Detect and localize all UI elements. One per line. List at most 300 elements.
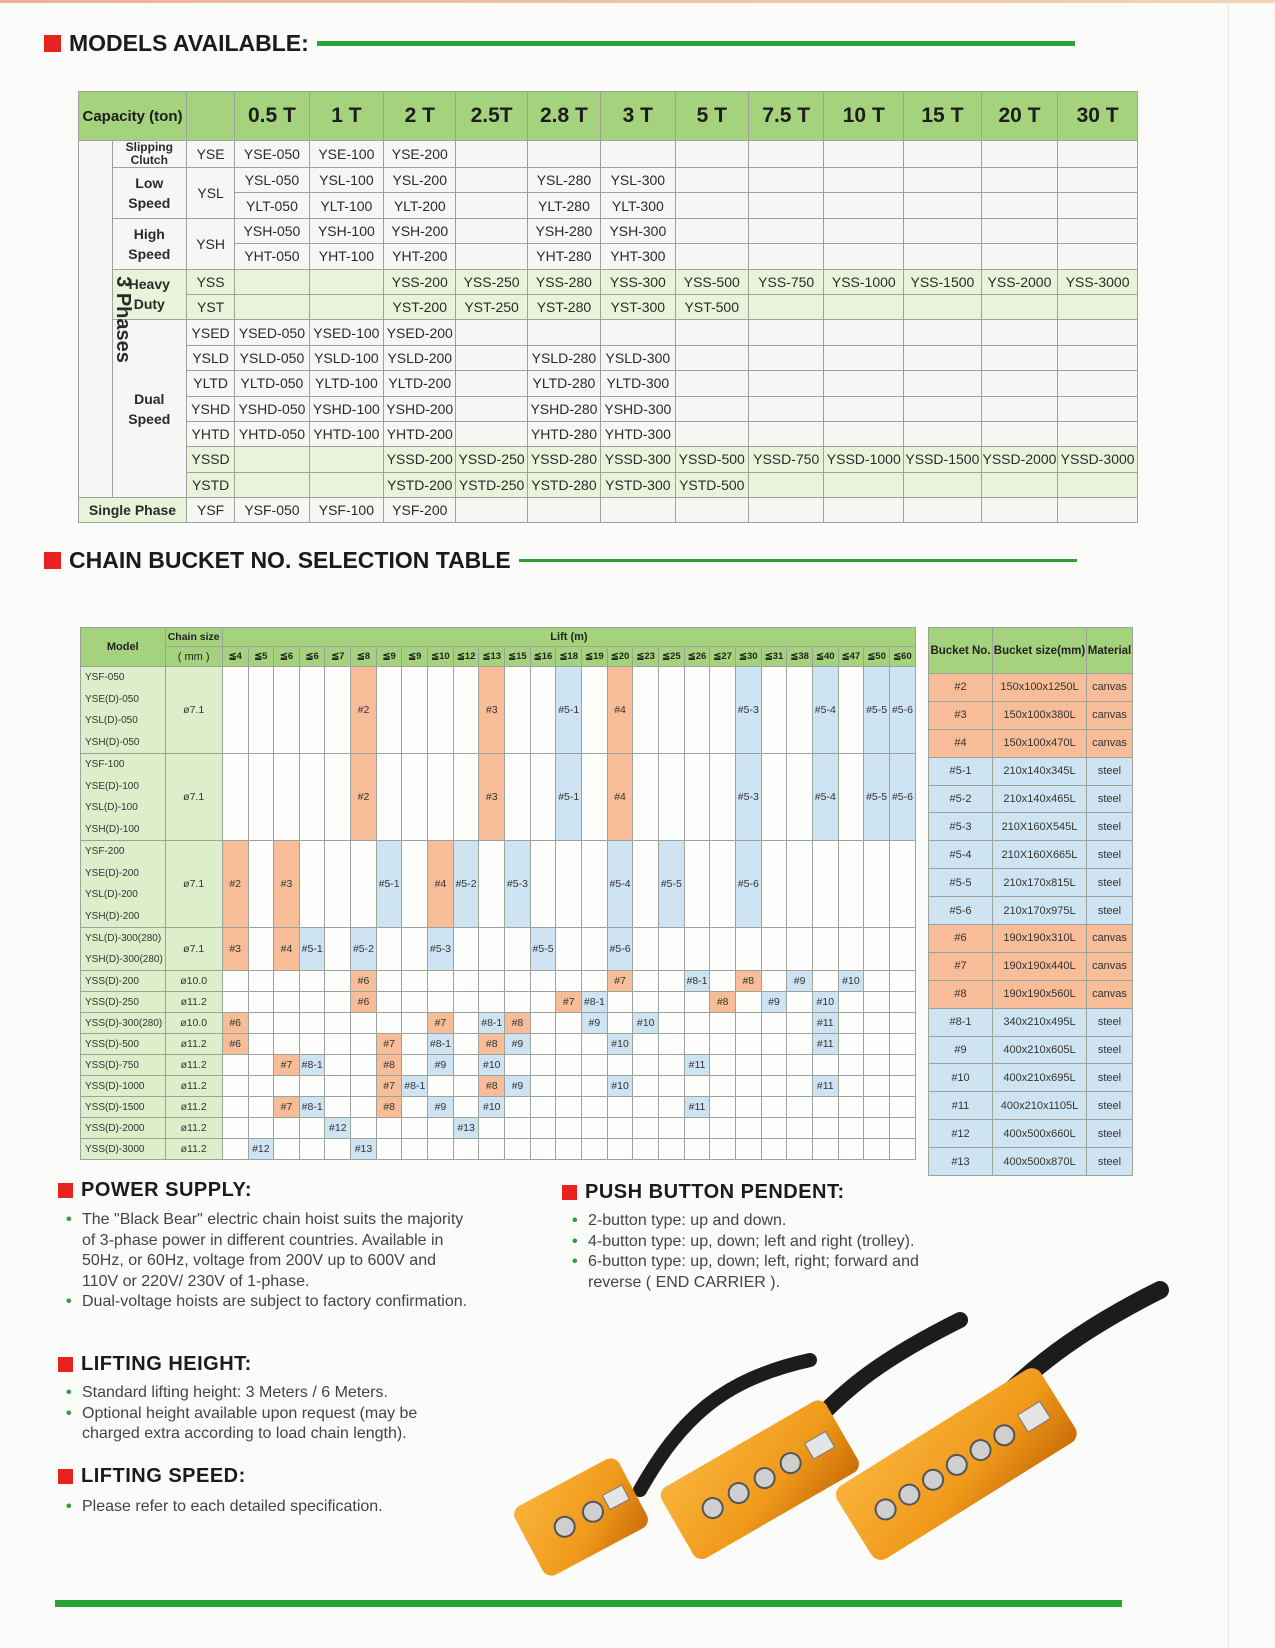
model-cell xyxy=(904,498,982,523)
bucket-material: steel xyxy=(1087,813,1133,841)
bucket-cell xyxy=(453,1013,479,1034)
model-cell xyxy=(1058,244,1138,269)
bucket-cell: #7 xyxy=(376,1076,402,1097)
bucket-cell xyxy=(761,971,787,992)
model-cell xyxy=(456,396,527,421)
model-cell xyxy=(904,396,982,421)
list-item: • Optional height available upon request (may be charged extra according to load chain length). xyxy=(64,1404,464,1445)
bucket-cell: #5-5 xyxy=(864,754,890,841)
capacity-header: 20 T xyxy=(981,92,1058,141)
lift-value-header: ≦12 xyxy=(453,647,479,667)
bucket-no: #7 xyxy=(929,952,993,980)
bucket-cell xyxy=(325,1034,351,1055)
bucket-cell xyxy=(684,754,710,841)
model-row xyxy=(79,193,1138,218)
model-header: Model xyxy=(81,628,166,667)
model-cell xyxy=(1058,345,1138,370)
bucket-cell xyxy=(735,1139,761,1160)
model-row xyxy=(79,294,1138,319)
bucket-material: canvas xyxy=(1087,674,1133,702)
bucket-cell xyxy=(633,1118,659,1139)
bucket-cell: #9 xyxy=(505,1076,531,1097)
bucket-cell xyxy=(530,1139,556,1160)
bucket-cell xyxy=(351,1013,377,1034)
model-cell xyxy=(456,345,527,370)
bucket-cell xyxy=(351,1055,377,1076)
chain-size: ø10.0 xyxy=(165,1013,222,1034)
model-cell xyxy=(1058,141,1138,168)
bucket-cell: #8-1 xyxy=(428,1034,454,1055)
bucket-cell xyxy=(864,1118,890,1139)
bucket-cell: #2 xyxy=(351,754,377,841)
model-name: YSS(D)-300(280) xyxy=(85,1017,163,1029)
model-cell xyxy=(527,498,600,523)
model-cell xyxy=(981,218,1058,243)
capacity-header: 2.5T xyxy=(456,92,527,141)
bucket-cell: #11 xyxy=(684,1097,710,1118)
bucket-cell xyxy=(222,1055,248,1076)
bucket-cell xyxy=(428,971,454,992)
bucket-cell xyxy=(710,1013,736,1034)
model-cell xyxy=(824,498,904,523)
bucket-cell xyxy=(838,928,864,971)
models-header-row xyxy=(79,92,1138,141)
series-code: YLTD xyxy=(187,371,235,396)
model-cell xyxy=(527,141,600,168)
model-cell xyxy=(1058,168,1138,193)
bucket-cell: #11 xyxy=(684,1055,710,1076)
model-cell xyxy=(824,294,904,319)
bucket-cell xyxy=(735,1118,761,1139)
model-cell xyxy=(235,294,309,319)
bucket-cell xyxy=(351,1097,377,1118)
capacity-header: 30 T xyxy=(1058,92,1138,141)
capacity-header: 5 T xyxy=(675,92,748,141)
lift-value-header: ≦23 xyxy=(633,647,659,667)
bucket-cell xyxy=(248,1013,274,1034)
chain-row xyxy=(81,971,916,992)
power-supply-list xyxy=(64,1210,474,1313)
bucket-cell xyxy=(428,754,454,841)
chain-size: ø10.0 xyxy=(165,971,222,992)
bucket-cell xyxy=(889,1097,915,1118)
chain-size: ø7.1 xyxy=(165,928,222,971)
bucket-cell xyxy=(761,1013,787,1034)
bucket-cell xyxy=(761,1139,787,1160)
model-name: YSS(D)-2000 xyxy=(85,1122,145,1134)
bucket-cell xyxy=(299,1139,325,1160)
model-cell: YSH-200 xyxy=(384,218,456,243)
bucket-cell: #5-4 xyxy=(812,754,838,841)
model-cell xyxy=(748,294,823,319)
bucket-cell xyxy=(274,1118,300,1139)
bucket-cell xyxy=(735,1034,761,1055)
bucket-cell xyxy=(376,1139,402,1160)
model-cell xyxy=(981,345,1058,370)
three-phases-label xyxy=(79,141,134,498)
bucket-cell: #10 xyxy=(838,971,864,992)
bucket-cell xyxy=(453,1097,479,1118)
model-cell xyxy=(981,498,1058,523)
bucket-cell xyxy=(428,992,454,1013)
model-name: YSE(D)-200 xyxy=(85,867,139,879)
chain-size: ø11.2 xyxy=(165,1034,222,1055)
bucket-cell xyxy=(838,1139,864,1160)
bucket-cell xyxy=(787,1076,813,1097)
power-supply-heading xyxy=(58,1179,252,1202)
bucket-no: #5-5 xyxy=(929,869,993,897)
model-cell: YSSD-2000 xyxy=(981,447,1058,472)
bucket-cell xyxy=(787,754,813,841)
bucket-cell xyxy=(530,1097,556,1118)
model-names xyxy=(81,928,166,971)
bucket-cell xyxy=(479,971,505,992)
bucket-no: #8-1 xyxy=(929,1008,993,1036)
bucket-row xyxy=(929,1148,1133,1176)
bucket-material: steel xyxy=(1087,897,1133,925)
bucket-cell xyxy=(402,928,428,971)
bucket-cell xyxy=(325,1055,351,1076)
bucket-cell xyxy=(659,1055,685,1076)
bucket-cell: #13 xyxy=(453,1118,479,1139)
chain-row xyxy=(81,1139,916,1160)
bucket-cell xyxy=(684,841,710,928)
bucket-cell xyxy=(659,1013,685,1034)
lift-value-header: ≦10 xyxy=(428,647,454,667)
model-cell xyxy=(235,447,309,472)
model-cell xyxy=(981,320,1058,345)
bucket-cell: #9 xyxy=(761,992,787,1013)
bucket-cell xyxy=(505,992,531,1013)
lift-value-header: ≦47 xyxy=(838,647,864,667)
bucket-cell xyxy=(453,971,479,992)
bucket-cell: #6 xyxy=(222,1013,248,1034)
bucket-cell xyxy=(582,841,608,928)
model-cell: YHTD-050 xyxy=(235,421,309,446)
bucket-cell xyxy=(530,971,556,992)
bucket-cell xyxy=(428,1076,454,1097)
bucket-cell xyxy=(505,667,531,754)
model-cell: YSF-100 xyxy=(309,498,383,523)
model-name: YSE(D)-100 xyxy=(85,780,139,792)
model-cell: YSE-200 xyxy=(384,141,456,168)
bucket-no: #12 xyxy=(929,1120,993,1148)
bucket-cell xyxy=(505,754,531,841)
model-name: YSF-100 xyxy=(85,759,125,770)
model-cell xyxy=(981,421,1058,446)
bucket-cell: #8 xyxy=(505,1013,531,1034)
bucket-cell xyxy=(889,1013,915,1034)
model-cell: YSTD-250 xyxy=(456,472,527,497)
lifting-speed-list xyxy=(64,1497,484,1518)
bucket-size: 210X160X665L xyxy=(993,841,1087,869)
bucket-cell: #7 xyxy=(376,1034,402,1055)
bucket-size: 190x190x560L xyxy=(993,980,1087,1008)
bucket-cell xyxy=(453,754,479,841)
bucket-cell: #8 xyxy=(479,1034,505,1055)
lift-value-header: ≦20 xyxy=(607,647,633,667)
model-names xyxy=(81,992,166,1013)
model-cell xyxy=(824,244,904,269)
bucket-cell: #5-2 xyxy=(351,928,377,971)
bucket-cell xyxy=(684,1118,710,1139)
bucket-cell xyxy=(299,1076,325,1097)
model-cell xyxy=(824,396,904,421)
model-cell xyxy=(981,168,1058,193)
capacity-header: 15 T xyxy=(904,92,982,141)
bucket-cell xyxy=(402,841,428,928)
model-cell: YSTD-200 xyxy=(384,472,456,497)
bucket-cell xyxy=(222,1118,248,1139)
bucket-cell xyxy=(889,928,915,971)
bucket-cell xyxy=(376,1118,402,1139)
bucket-cell xyxy=(710,1034,736,1055)
bucket-size: 210x170x975L xyxy=(993,897,1087,925)
model-row xyxy=(79,421,1138,446)
model-cell xyxy=(748,371,823,396)
bucket-cell xyxy=(864,1097,890,1118)
bucket-cell: #8-1 xyxy=(582,992,608,1013)
bucket-cell xyxy=(453,1055,479,1076)
model-cell: YSS-3000 xyxy=(1058,269,1138,294)
lift-value-header: ≦5 xyxy=(248,647,274,667)
capacity-header: 0.5 T xyxy=(235,92,309,141)
bucket-cell xyxy=(556,1055,582,1076)
bucket-cell xyxy=(710,1139,736,1160)
model-cell: YSED-200 xyxy=(384,320,456,345)
bucket-no: #5-3 xyxy=(929,813,993,841)
bucket-cell xyxy=(479,992,505,1013)
bucket-cell xyxy=(222,992,248,1013)
chain-row xyxy=(81,1118,916,1139)
model-cell xyxy=(456,141,527,168)
model-names xyxy=(81,1034,166,1055)
bucket-cell xyxy=(248,928,274,971)
bucket-cell xyxy=(222,971,248,992)
model-cell: YLT-300 xyxy=(601,193,675,218)
bucket-cell xyxy=(710,1055,736,1076)
bucket-cell: #5-6 xyxy=(607,928,633,971)
bucket-cell xyxy=(248,1118,274,1139)
bucket-cell: #11 xyxy=(812,1076,838,1097)
bucket-no: #2 xyxy=(929,674,993,702)
series-code: YSF xyxy=(187,498,235,523)
bucket-cell xyxy=(812,1118,838,1139)
bucket-material: steel xyxy=(1087,869,1133,897)
bucket-cell xyxy=(633,1097,659,1118)
lift-value-header: ≦15 xyxy=(505,647,531,667)
bucket-row xyxy=(929,841,1133,869)
bucket-cell xyxy=(530,667,556,754)
model-cell: YSSD-250 xyxy=(456,447,527,472)
lifting-speed-title: LIFTING SPEED: xyxy=(81,1465,246,1487)
model-name: YSS(D)-750 xyxy=(85,1059,139,1071)
model-cell xyxy=(1058,193,1138,218)
model-cell xyxy=(235,269,309,294)
model-cell xyxy=(824,218,904,243)
bucket-cell xyxy=(530,1118,556,1139)
bucket-cell xyxy=(787,1139,813,1160)
bucket-cell xyxy=(556,1013,582,1034)
model-cell: YST-250 xyxy=(456,294,527,319)
lift-value-header: ≦19 xyxy=(582,647,608,667)
model-cell: YSS-280 xyxy=(527,269,600,294)
model-name: YSS(D)-500 xyxy=(85,1038,139,1050)
model-cell: YSSD-3000 xyxy=(1058,447,1138,472)
chain-row xyxy=(81,992,916,1013)
bucket-cell xyxy=(299,754,325,841)
bucket-cell: #5-6 xyxy=(889,667,915,754)
model-row xyxy=(79,472,1138,497)
bucket-cell xyxy=(556,928,582,971)
bucket-cell xyxy=(402,1034,428,1055)
bucket-cell xyxy=(402,1118,428,1139)
bucket-cell: #8 xyxy=(710,992,736,1013)
bucket-material: canvas xyxy=(1087,980,1133,1008)
series-code: YHTD xyxy=(187,421,235,446)
chain-size: ø11.2 xyxy=(165,1055,222,1076)
bucket-material: steel xyxy=(1087,1036,1133,1064)
model-cell: YSHD-200 xyxy=(384,396,456,421)
model-cell xyxy=(904,472,982,497)
bucket-no: #4 xyxy=(929,729,993,757)
model-cell xyxy=(748,244,823,269)
bucket-no: #9 xyxy=(929,1036,993,1064)
bucket-cell xyxy=(556,841,582,928)
model-cell: YSLD-300 xyxy=(601,345,675,370)
model-row xyxy=(79,447,1138,472)
bucket-cell xyxy=(889,841,915,928)
bucket-row xyxy=(929,1092,1133,1120)
bucket-cell xyxy=(607,1055,633,1076)
model-cell: YSS-1500 xyxy=(904,269,982,294)
bucket-cell: #4 xyxy=(607,667,633,754)
bucket-cell xyxy=(787,667,813,754)
bucket-material: steel xyxy=(1087,1008,1133,1036)
bucket-cell xyxy=(838,754,864,841)
push-button-title: PUSH BUTTON PENDENT: xyxy=(585,1181,845,1203)
bucket-cell xyxy=(864,841,890,928)
bucket-cell xyxy=(582,1139,608,1160)
bucket-cell xyxy=(453,1034,479,1055)
model-cell: YLT-280 xyxy=(527,193,600,218)
model-names xyxy=(81,1013,166,1034)
chain-heading xyxy=(44,547,1077,574)
bucket-cell xyxy=(325,1013,351,1034)
bucket-cell: #9 xyxy=(787,971,813,992)
bucket-cell xyxy=(838,841,864,928)
model-cell xyxy=(904,421,982,446)
model-names xyxy=(81,841,166,928)
bucket-cell xyxy=(812,1139,838,1160)
bucket-cell xyxy=(812,841,838,928)
bucket-cell xyxy=(633,1055,659,1076)
bucket-cell: #4 xyxy=(274,928,300,971)
lift-value-header: ≦6 xyxy=(274,647,300,667)
bucket-cell xyxy=(530,1055,556,1076)
bucket-cell xyxy=(735,928,761,971)
model-cell xyxy=(748,421,823,446)
bucket-cell: #6 xyxy=(351,971,377,992)
bucket-cell: #8-1 xyxy=(684,971,710,992)
model-names xyxy=(81,1097,166,1118)
bucket-cell xyxy=(889,1076,915,1097)
model-cell: YLTD-280 xyxy=(527,371,600,396)
model-row xyxy=(79,244,1138,269)
model-name: YSS(D)-1500 xyxy=(85,1101,145,1113)
bucket-cell: #5-4 xyxy=(607,841,633,928)
bucket-cell: #5-1 xyxy=(556,754,582,841)
bucket-row xyxy=(929,1064,1133,1092)
bottom-rule xyxy=(55,1600,1122,1607)
bucket-cell xyxy=(633,928,659,971)
bucket-cell xyxy=(376,971,402,992)
bucket-cell xyxy=(325,754,351,841)
bucket-cell xyxy=(325,1097,351,1118)
model-cell xyxy=(904,320,982,345)
bucket-cell xyxy=(351,841,377,928)
bucket-cell xyxy=(248,1034,274,1055)
bucket-cell xyxy=(761,841,787,928)
bucket-cell xyxy=(761,754,787,841)
bucket-cell: #5-5 xyxy=(659,841,685,928)
bucket-row xyxy=(929,1120,1133,1148)
red-square-icon xyxy=(44,35,61,52)
series-code: YSHD xyxy=(187,396,235,421)
model-cell xyxy=(904,141,982,168)
model-cell xyxy=(904,168,982,193)
model-cell: YSH-300 xyxy=(601,218,675,243)
bucket-cell: #10 xyxy=(479,1055,505,1076)
chain-size: ø11.2 xyxy=(165,1139,222,1160)
model-cell: YSSD-280 xyxy=(527,447,600,472)
bucket-cell: #5-3 xyxy=(735,754,761,841)
models-table xyxy=(78,91,1138,523)
bucket-cell xyxy=(659,1034,685,1055)
model-cell xyxy=(309,472,383,497)
bucket-cell xyxy=(325,971,351,992)
lifting-height-title: LIFTING HEIGHT: xyxy=(81,1353,252,1375)
single-phase-label: Single Phase xyxy=(79,498,187,523)
bucket-cell xyxy=(812,1055,838,1076)
bucket-cell: #7 xyxy=(556,992,582,1013)
bucket-cell xyxy=(325,928,351,971)
bucket-cell xyxy=(684,1076,710,1097)
model-cell: YST-300 xyxy=(601,294,675,319)
model-cell xyxy=(456,498,527,523)
capacity-header: 10 T xyxy=(824,92,904,141)
bucket-row xyxy=(929,897,1133,925)
model-cell: YSL-050 xyxy=(235,168,309,193)
model-cell: YHT-280 xyxy=(527,244,600,269)
bucket-cell xyxy=(402,992,428,1013)
model-cell: YSSD-300 xyxy=(601,447,675,472)
model-cell xyxy=(904,244,982,269)
model-cell: YSLD-280 xyxy=(527,345,600,370)
bucket-cell xyxy=(659,1118,685,1139)
series-code: YSED xyxy=(187,320,235,345)
group-label: Dual Speed xyxy=(112,320,186,498)
capacity-header: 7.5 T xyxy=(748,92,823,141)
model-cell: YSSD-1000 xyxy=(824,447,904,472)
bucket-cell xyxy=(710,1097,736,1118)
bucket-row xyxy=(929,674,1133,702)
bucket-row xyxy=(929,785,1133,813)
bucket-cell xyxy=(453,928,479,971)
bucket-cell xyxy=(812,971,838,992)
model-cell xyxy=(675,396,748,421)
model-cell xyxy=(456,218,527,243)
